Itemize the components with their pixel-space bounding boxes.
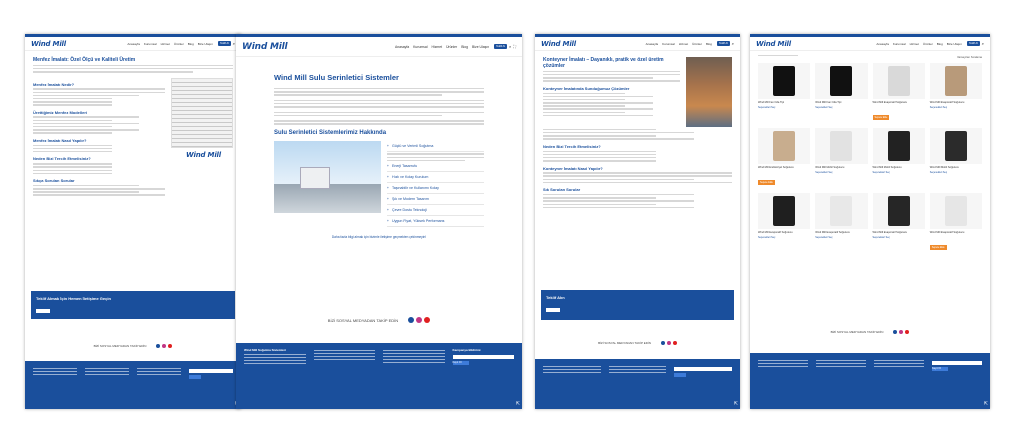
site-header <box>535 37 740 51</box>
product-photo <box>773 131 795 161</box>
site-header <box>750 37 990 51</box>
nav-item[interactable]: Ürünler <box>922 41 933 46</box>
product-photo <box>773 66 795 96</box>
footer-title: Wind Mill Soğutma Sistemleri <box>244 348 286 352</box>
newsletter-input[interactable] <box>674 367 732 371</box>
main-nav <box>395 45 489 49</box>
search-icon[interactable]: ⌕ <box>232 41 235 46</box>
newsletter-button[interactable] <box>674 373 686 377</box>
accordion-item[interactable]: + Taşınabilir ve Kullanımı Kolay <box>387 183 484 194</box>
facebook-icon[interactable] <box>156 344 160 348</box>
section-heading: Neden Bizi Tercih Etmelisiniz? <box>33 156 91 162</box>
product-image[interactable] <box>758 128 810 164</box>
newsletter-button[interactable]: Kayıt Ol <box>453 361 469 365</box>
product-name[interactable]: Wind Mill Endüstriyel Soğutucu <box>758 166 794 170</box>
site-footer <box>535 359 740 409</box>
section-heading: Ürettiğimiz Menfez Modelleri <box>33 109 88 115</box>
section-heading: Menfez İmalatı Nedir? <box>33 81 75 87</box>
section-heading: Sulu Serinletici Sistemlerimiz Hakkında <box>274 129 387 136</box>
shop-toolbar <box>750 51 990 59</box>
site-logo[interactable]: Wind Mill <box>242 41 288 52</box>
page-sulu-serinletici <box>236 34 522 409</box>
section-heading: Sık Sorulan Sorular <box>543 187 581 193</box>
product-card[interactable] <box>873 193 925 253</box>
page-menfez <box>25 34 241 409</box>
plus-icon: + <box>386 186 389 191</box>
social-bar <box>535 341 740 345</box>
product-card[interactable] <box>930 128 982 188</box>
nav-item[interactable]: Ürünler <box>692 41 702 46</box>
search-icon[interactable]: ⌕ <box>981 41 984 46</box>
plus-icon: + <box>386 208 389 213</box>
facebook-icon[interactable] <box>893 330 897 334</box>
product-name[interactable]: Wind Mill Evaporatif Soğutucu <box>929 231 965 235</box>
product-name[interactable]: Wind Mill Evaporatif Soğutucu <box>872 231 908 235</box>
product-card[interactable] <box>930 63 982 123</box>
product-button[interactable]: Seçenekleri Seç <box>929 106 948 110</box>
accordion-item[interactable]: + Enerji Tasarrufu <box>387 161 484 172</box>
nav-item[interactable]: Blog <box>187 41 194 46</box>
nav-item[interactable]: Hizmet <box>909 41 919 46</box>
site-footer <box>236 343 522 409</box>
nav-item[interactable]: Bize Ulaşın <box>946 41 962 46</box>
sort-select[interactable]: Varsayılan Sıralama <box>957 55 982 59</box>
facebook-icon[interactable] <box>661 341 665 345</box>
accordion-item[interactable]: + Güçlü ve Verimli Soğutma <box>387 141 484 152</box>
instagram-icon[interactable] <box>162 344 166 348</box>
product-button[interactable]: Seçenekleri Seç <box>815 236 833 240</box>
product-card[interactable] <box>815 128 867 188</box>
newsletter-title: Kampanya Bildirimi <box>452 348 481 352</box>
cooler-image <box>274 141 381 213</box>
cta-title: Teklif Alın <box>546 295 565 300</box>
instagram-icon[interactable] <box>667 341 671 345</box>
product-button[interactable]: Seçenekleri Seç <box>758 106 776 110</box>
instagram-icon[interactable] <box>416 317 422 323</box>
product-button[interactable]: Seçenekleri Seç <box>815 171 833 175</box>
product-grid <box>750 59 990 257</box>
product-image[interactable] <box>815 193 867 229</box>
scroll-top-icon[interactable]: ⇱ <box>515 401 520 407</box>
social-label: BİZİ SOSYAL MEDYADAN TAKİP EDİN <box>598 341 651 345</box>
nav-item[interactable]: Anasayfa <box>127 41 140 46</box>
product-image[interactable] <box>873 128 925 164</box>
product-photo <box>830 196 852 226</box>
page-title: Wind Mill Sulu Serinletici Sistemler <box>274 73 399 82</box>
product-image[interactable] <box>930 128 982 164</box>
site-logo[interactable]: Wind Mill <box>541 39 576 48</box>
product-card[interactable] <box>758 128 810 188</box>
social-label: BİZİ SOSYAL MEDYADAN TAKİP EDİN <box>830 330 884 334</box>
nav-item[interactable]: Anasayfa <box>645 41 659 46</box>
nav-item[interactable]: Bize Ulaşın <box>197 41 213 46</box>
page-title: Konteyner İmalatı – Dayanıklı, pratik ve özel üretim çözümler <box>543 57 664 69</box>
product-photo <box>945 196 967 226</box>
cta-button[interactable] <box>546 308 560 312</box>
plus-icon: + <box>386 175 389 180</box>
nav-item[interactable]: Hizmet <box>431 44 443 49</box>
product-name[interactable]: Wind Mill Fan Oda Tipi <box>815 101 842 104</box>
cta-title: Teklif Almak İçin Hemen İletişime Geçin <box>36 296 111 301</box>
container-image <box>686 57 732 127</box>
product-photo <box>888 66 910 96</box>
social-label: BİZİ SOSYAL MEDYADAN TAKİP EDİN <box>327 317 399 323</box>
product-image[interactable] <box>758 193 810 229</box>
nav-item[interactable]: Kurumsal <box>662 41 675 46</box>
youtube-icon[interactable] <box>168 344 172 348</box>
accordion-item[interactable]: + Şık ve Modern Tasarım <box>387 194 484 205</box>
product-button[interactable]: Seçenekleri Seç <box>872 171 890 175</box>
product-card[interactable] <box>758 63 810 123</box>
product-card[interactable] <box>873 128 925 188</box>
product-image[interactable] <box>758 63 810 99</box>
product-button[interactable]: Seçenekleri Seç <box>815 106 833 110</box>
plus-icon: + <box>386 143 389 148</box>
nav-item[interactable]: Hizmet <box>160 41 170 46</box>
newsletter-input[interactable] <box>453 355 515 359</box>
product-photo <box>888 196 910 226</box>
page-products <box>750 34 990 409</box>
product-image[interactable] <box>815 63 867 99</box>
nav-item[interactable]: Blog <box>461 44 468 49</box>
main-nav <box>876 42 962 46</box>
product-image[interactable] <box>873 193 925 229</box>
product-photo <box>773 196 795 226</box>
nav-item[interactable]: Hizmet <box>678 41 689 46</box>
product-photo <box>945 131 967 161</box>
scroll-top-icon[interactable]: ⇱ <box>733 401 738 407</box>
newsletter-button[interactable]: Kayıt Ol <box>932 367 948 371</box>
accordion-item[interactable]: + Uygun Fiyat, Yüksek Performans <box>387 216 484 227</box>
section-heading: Menfez İmalatı Nasıl Yapılır? <box>33 137 87 143</box>
social-bar <box>750 330 990 334</box>
product-image[interactable] <box>815 128 867 164</box>
social-bar <box>236 317 522 323</box>
product-button[interactable]: Seçenekleri Seç <box>872 236 890 240</box>
page-title: Menfez İmalatı: Özel Ölçü ve Kaliteli Üretim <box>33 57 136 63</box>
page-konteyner <box>535 34 740 409</box>
product-image[interactable] <box>930 63 982 99</box>
plus-icon: + <box>386 219 389 224</box>
product-card[interactable] <box>930 193 982 253</box>
nav-item[interactable]: Blog <box>936 41 943 46</box>
instagram-icon[interactable] <box>899 330 903 334</box>
product-card[interactable] <box>758 193 810 253</box>
main-nav <box>127 42 213 46</box>
product-name[interactable]: Wind Mill Evaporatif Soğutucu <box>758 231 793 235</box>
product-name[interactable]: Wind Mill Mobil Soğutucu <box>815 166 845 170</box>
vent-image <box>171 78 233 159</box>
nav-item[interactable]: Ürünler <box>173 41 184 46</box>
nav-item[interactable]: Kurumsal <box>413 44 428 49</box>
product-photo <box>830 66 852 96</box>
newsletter-button[interactable] <box>189 375 201 379</box>
scroll-top-icon[interactable]: ⇱ <box>983 401 988 407</box>
site-footer <box>25 361 241 409</box>
product-card[interactable] <box>873 63 925 123</box>
search-icon[interactable]: ⌕ <box>508 44 512 49</box>
product-name[interactable]: Wind Mill Evaporatif Soğutucu <box>872 101 908 104</box>
youtube-icon[interactable] <box>424 317 430 323</box>
product-photo <box>888 131 910 161</box>
site-header <box>25 37 241 51</box>
image-logo: Wind Mill <box>186 150 221 159</box>
product-name[interactable]: Wind Mill Fan Oda Tipi <box>758 101 785 104</box>
contact-link[interactable]: Daha fazla bilgi almak için bizimle iletişime geçmekten çekinmeyin! <box>331 235 427 240</box>
product-image[interactable] <box>930 193 982 229</box>
accordion-item[interactable]: + Hızlı ve Kolay Kurulum <box>387 172 484 183</box>
search-icon[interactable]: ⌕ <box>731 41 734 46</box>
cart-icon[interactable]: ⛶ <box>513 44 516 49</box>
product-name[interactable]: Wind Mill Mobil Soğutucu <box>929 166 959 170</box>
site-footer <box>750 353 990 409</box>
product-button[interactable]: Sepete Ekle <box>931 246 945 250</box>
section-heading: Konteyner İmalatında Sunduğumuz Çözümler <box>543 85 630 91</box>
product-card[interactable] <box>815 193 867 253</box>
site-logo[interactable]: Wind Mill <box>756 39 791 48</box>
product-photo <box>945 66 967 96</box>
accordion-item[interactable]: + Çevre Dostu Teknoloji <box>387 205 484 216</box>
product-card[interactable] <box>815 63 867 123</box>
nav-item[interactable]: Kurumsal <box>892 41 906 46</box>
product-name[interactable]: Wind Mill Evaporatif Soğutucu <box>815 231 850 235</box>
newsletter-input[interactable] <box>189 369 233 373</box>
site-logo[interactable]: Wind Mill <box>31 39 66 48</box>
product-button[interactable]: Seçenekleri Seç <box>929 171 948 175</box>
section-heading: Konteyner İmalatı Nasıl Yapılır? <box>543 165 603 171</box>
quote-button[interactable]: Teklif Al <box>718 42 728 45</box>
product-button[interactable]: Seçenekleri Seç <box>758 236 776 240</box>
section-heading: Neden Bizi Tercih Etmelisiniz? <box>543 143 601 149</box>
newsletter-input[interactable] <box>932 361 982 365</box>
product-name[interactable]: Wind Mill Evaporatif Soğutucu <box>929 101 965 104</box>
site-header <box>236 37 522 57</box>
quote-button[interactable]: Teklif Al <box>219 42 229 45</box>
nav-item[interactable]: Ürünler <box>446 44 458 49</box>
nav-item[interactable]: Kurumsal <box>143 41 157 46</box>
cta-banner <box>541 290 734 320</box>
quote-button[interactable]: Teklif Al <box>968 42 978 45</box>
quote-button[interactable]: Teklif Al <box>496 45 505 48</box>
youtube-icon[interactable] <box>673 341 677 345</box>
product-name[interactable]: Wind Mill Mobil Soğutucu <box>872 166 902 170</box>
main-nav <box>646 42 712 46</box>
plus-icon: + <box>386 164 389 169</box>
social-label: BİZİ SOSYAL MEDYADAN TAKİP EDİN <box>93 344 147 348</box>
youtube-icon[interactable] <box>905 330 909 334</box>
nav-item[interactable]: Blog <box>705 41 712 46</box>
product-button[interactable]: Sepete Ekle <box>874 116 888 120</box>
product-image[interactable] <box>873 63 925 99</box>
social-bar <box>25 344 241 348</box>
nav-item[interactable]: Bize Ulaşın <box>471 44 490 49</box>
nav-item[interactable]: Anasayfa <box>876 41 889 46</box>
cta-banner <box>31 291 235 319</box>
nav-item[interactable]: Anasayfa <box>395 44 410 49</box>
facebook-icon[interactable] <box>408 317 414 323</box>
product-photo <box>830 131 852 161</box>
product-button[interactable]: Sepete Ekle <box>760 181 773 185</box>
section-heading: Sıkça Sorulan Sorular <box>33 178 75 184</box>
cta-button[interactable] <box>36 309 50 313</box>
plus-icon: + <box>386 197 389 202</box>
